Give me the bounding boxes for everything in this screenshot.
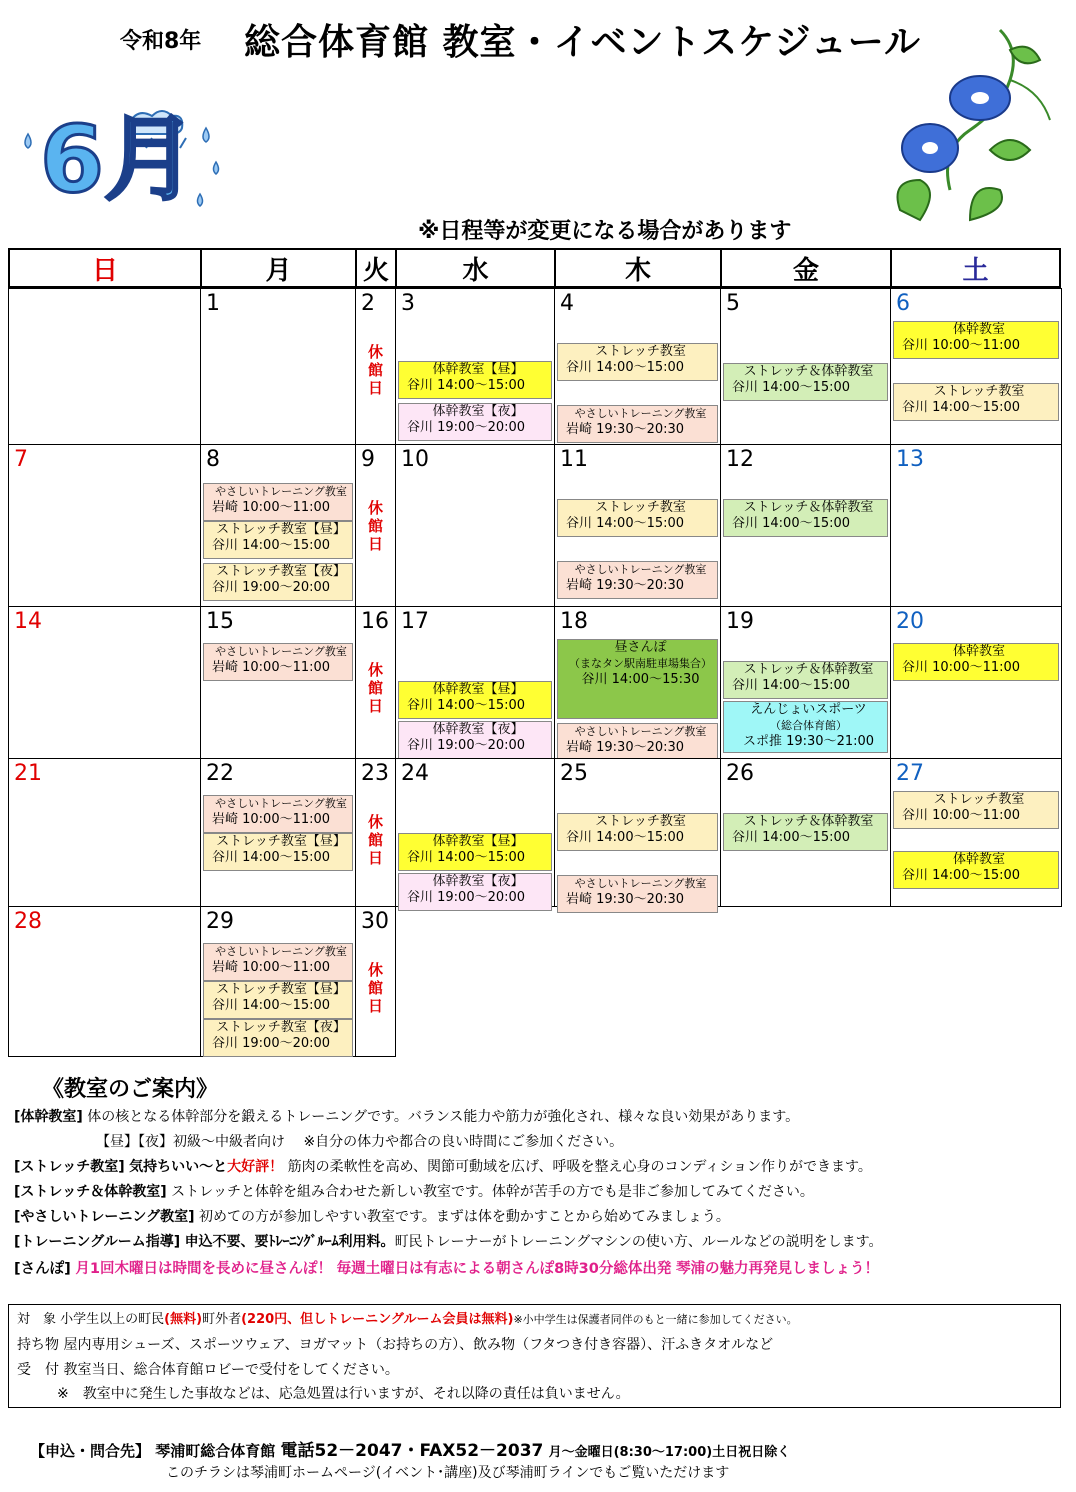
day-cell (355, 758, 396, 907)
event-detail: 谷川 19:00～20:00 (407, 738, 526, 753)
event-title: やさしいトレーニング教室 (574, 877, 707, 890)
class-info-title: 《教室のご案内》 (42, 1077, 219, 1102)
day-number: 18 (560, 609, 588, 634)
day-number: 21 (14, 761, 42, 786)
day-cell (200, 288, 356, 445)
day-number: 8 (206, 447, 220, 472)
day-number: 7 (14, 447, 28, 472)
weekday-header-sat: 土 (890, 248, 1061, 288)
event-block[interactable] (398, 833, 552, 871)
change-notice: ※日程等が変更になる場合があります (418, 219, 792, 244)
event-title: えんじょいスポーツ (750, 702, 867, 717)
info-stretch-label: [ストレッチ教室] (14, 1159, 125, 1175)
event-detail: 谷川 14:00～15:30 (581, 672, 700, 687)
day-number: 29 (206, 909, 234, 934)
event-title: 体幹教室【昼】 (432, 682, 524, 697)
event-title: やさしいトレーニング教室 (215, 645, 347, 658)
info-mix-text: ストレッチと体幹を組み合わせた新しい教室です。体幹が苦手の方でも是非ご参加してみてください。 (171, 1184, 814, 1200)
day-cell (554, 758, 721, 907)
event-title: 体幹教室 (952, 644, 1005, 659)
event-detail: 谷川 14:00～15:00 (407, 698, 526, 713)
box-reception (17, 1361, 399, 1379)
box-reception-text: 教室当日、総合体育館ロビーで受付をしてください。 (63, 1362, 399, 1378)
day-cell (8, 288, 201, 445)
event-detail: 谷川 14:00～15:00 (902, 400, 1021, 415)
event-detail: 谷川 14:00～15:00 (212, 850, 331, 865)
info-sanpo-c: 毎週土曜日は有志による朝さんぽ8時30分総体出発 (336, 1261, 672, 1277)
day-cell (395, 444, 555, 607)
closed-day-label (356, 499, 395, 553)
info-room-text: 町民トレーナーがトレーニングマシンの使い方、ルールなどの説明をします。 (394, 1234, 883, 1250)
closed-day-char: 休 (367, 661, 383, 679)
day-cell (8, 906, 201, 1057)
closed-day-char: 日 (367, 379, 383, 397)
day-number: 17 (401, 609, 429, 634)
box-target (17, 1311, 798, 1329)
event-title: ストレッチ教室 (933, 384, 1025, 399)
box-target-label: 対 象 (17, 1312, 57, 1327)
day-number: 12 (726, 447, 754, 472)
day-cell (720, 288, 891, 445)
event-detail: 谷川 10:00～11:00 (902, 338, 1021, 353)
closed-day-label (356, 813, 395, 867)
day-cell (8, 758, 201, 907)
closed-day-char: 日 (367, 849, 383, 867)
day-number: 13 (896, 447, 924, 472)
event-block[interactable] (203, 943, 353, 981)
event-block[interactable] (203, 563, 353, 601)
day-number: 25 (560, 761, 588, 786)
event-title: ストレッチ教室【昼】 (216, 522, 346, 537)
participation-info-box (8, 1304, 1061, 1408)
day-cell (200, 906, 356, 1057)
event-block[interactable] (203, 521, 353, 559)
event-detail: 谷川 14:00～15:00 (732, 830, 851, 845)
contact-phone: 電話52－2047・FAX52－2037 (280, 1441, 544, 1461)
event-block[interactable] (398, 403, 552, 441)
day-cell (720, 606, 891, 759)
event-detail: 谷川 19:00～20:00 (212, 580, 331, 595)
box-target-fee: (220円、但しトレーニングルーム会員は無料) (241, 1312, 514, 1327)
day-cell (890, 444, 1062, 607)
event-detail: 谷川 14:00～15:00 (212, 538, 331, 553)
day-cell (395, 606, 555, 759)
info-room (14, 1233, 883, 1251)
info-mix (14, 1183, 814, 1201)
day-cell (200, 444, 356, 607)
day-cell (355, 444, 396, 607)
info-sanpo-b: 木曜日は時間を長めに昼さんぽ！ (114, 1261, 332, 1277)
day-number: 10 (401, 447, 429, 472)
morning-glory-illustration (880, 20, 1056, 230)
contact-hours: 月～金曜日(8:30～17:00)土日祝日除く (548, 1445, 791, 1460)
closed-day-label (356, 343, 395, 397)
contact-org: 琴浦町総合体育館 (155, 1442, 276, 1460)
event-title: ストレッチ教室 (933, 792, 1025, 807)
info-room-bold: 申込不要、要ﾄﾚｰﾆﾝｸﾞﾙｰﾑ利用料。 (184, 1234, 395, 1250)
contact-label: 【申込・問合先】 (30, 1442, 151, 1460)
closed-day-char: 休 (367, 499, 383, 517)
day-number: 1 (206, 291, 220, 316)
day-number: 15 (206, 609, 234, 634)
event-title: ストレッチ教室 (595, 814, 686, 829)
closed-day-char: 日 (367, 535, 383, 553)
event-block[interactable] (557, 813, 718, 851)
event-block[interactable] (203, 1019, 353, 1057)
day-cell (554, 444, 721, 607)
event-block[interactable] (557, 639, 718, 719)
event-detail: 岩崎 10:00～11:00 (212, 960, 331, 975)
event-title: 体幹教室 (952, 322, 1005, 337)
event-detail: 谷川 14:00～15:00 (212, 998, 331, 1013)
day-cell (355, 288, 396, 445)
month-badge (20, 104, 220, 216)
info-taikan-note: 【昼】【夜】初級～中級者向け ※自分の体力や都合の良い時間にご参加ください。 (96, 1134, 624, 1150)
day-cell (355, 606, 396, 759)
box-disclaimer: ※ 教室中に発生した事故などは、応急処置は行いますが、それ以降の責任は負いません。 (57, 1386, 630, 1402)
event-detail: 谷川 14:00～15:00 (732, 678, 851, 693)
morning-glory-icon (880, 20, 1056, 230)
day-number: 14 (14, 609, 42, 634)
event-block[interactable] (203, 981, 353, 1019)
day-cell (890, 288, 1062, 445)
event-detail: 岩崎 19:30～20:30 (566, 422, 685, 437)
day-number: 19 (726, 609, 754, 634)
info-stretch-lead: 気持ちいい～と (129, 1159, 228, 1175)
event-title: やさしいトレーニング教室 (215, 485, 347, 498)
event-detail: 岩崎 19:30～20:30 (566, 578, 685, 593)
event-block[interactable] (557, 499, 718, 537)
calendar-grid (8, 248, 1061, 1056)
event-block[interactable] (398, 721, 552, 759)
day-cell (890, 606, 1062, 759)
event-detail: 岩崎 10:00～11:00 (212, 500, 331, 515)
event-title: ストレッチ＆体幹教室 (743, 662, 874, 677)
day-cell (200, 606, 356, 759)
day-number: 28 (14, 909, 42, 934)
event-title: ストレッチ＆体幹教室 (743, 814, 874, 829)
event-block[interactable] (893, 643, 1059, 681)
day-cell (355, 906, 396, 1057)
event-block[interactable] (203, 643, 353, 681)
box-target-note: ※小中学生は保護者同伴のもと一緒に参加してください。 (513, 1313, 798, 1326)
title-year: 令和8年 (120, 29, 202, 54)
day-number: 6 (896, 291, 910, 316)
event-title: やさしいトレーニング教室 (574, 407, 707, 420)
info-sanpo (14, 1260, 879, 1278)
day-cell (395, 288, 555, 445)
event-detail: 岩崎 10:00～11:00 (212, 660, 331, 675)
info-sanpo-d: 琴浦の魅力再発見しましょう！ (675, 1261, 879, 1277)
event-block[interactable] (893, 321, 1059, 359)
event-block[interactable] (893, 851, 1059, 889)
closed-day-char: 館 (367, 361, 383, 379)
event-title: 昼さんぽ (614, 640, 667, 655)
closed-day-char: 館 (367, 979, 383, 997)
event-detail: 岩崎 19:30～20:30 (566, 740, 685, 755)
event-block[interactable] (398, 681, 552, 719)
event-block[interactable] (203, 795, 353, 833)
event-detail: 谷川 14:00～15:00 (566, 830, 685, 845)
event-detail: 谷川 14:00～15:00 (407, 850, 526, 865)
event-title: 体幹教室【夜】 (432, 722, 524, 737)
closed-day-char: 館 (367, 517, 383, 535)
event-title: ストレッチ教室 (595, 500, 686, 515)
box-target-free: (無料) (164, 1312, 203, 1327)
closed-day-char: 館 (367, 679, 383, 697)
event-block[interactable] (557, 875, 718, 913)
box-items-label: 持ち物 (17, 1337, 59, 1353)
event-title: やさしいトレーニング教室 (215, 945, 347, 958)
event-detail: 谷川 14:00～15:00 (902, 868, 1021, 883)
info-mix-label: [ストレッチ＆体幹教室] (14, 1184, 167, 1200)
event-detail: 谷川 10:00～11:00 (902, 660, 1021, 675)
weekday-header-tue: 火 (355, 248, 397, 288)
day-number: 5 (726, 291, 740, 316)
event-detail: 岩崎 19:30～20:30 (566, 892, 685, 907)
event-detail: 岩崎 10:00～11:00 (212, 812, 331, 827)
weekday-header-fri: 金 (720, 248, 892, 288)
event-block[interactable] (723, 701, 888, 753)
info-sanpo-a: 月1回 (75, 1261, 115, 1277)
contact-line (30, 1436, 790, 1461)
closed-day-char: 館 (367, 831, 383, 849)
event-block[interactable] (557, 343, 718, 381)
event-title: ストレッチ教室【昼】 (216, 834, 346, 849)
event-subtitle: （まなタン駅南駐車場集合） (569, 657, 712, 670)
day-number: 26 (726, 761, 754, 786)
day-cell (395, 758, 555, 907)
day-number: 4 (560, 291, 574, 316)
event-block[interactable] (893, 383, 1059, 421)
day-cell (720, 444, 891, 607)
box-target-a: 小学生以上の町民 (60, 1312, 165, 1327)
event-block[interactable] (723, 363, 888, 401)
event-subtitle: （総合体育館） (770, 719, 847, 732)
event-title: ストレッチ教室 (595, 344, 686, 359)
month-label: 6月 (40, 106, 197, 213)
event-detail: 谷川 14:00～15:00 (566, 360, 685, 375)
weekday-header-thu: 木 (554, 248, 722, 288)
event-title: やさしいトレーニング教室 (574, 725, 707, 738)
event-detail: スポ推 19:30～21:00 (742, 734, 875, 749)
event-block[interactable] (723, 661, 888, 699)
event-block[interactable] (398, 873, 552, 911)
event-block[interactable] (723, 499, 888, 537)
closed-day-char: 休 (367, 813, 383, 831)
day-number: 16 (361, 609, 389, 634)
info-easy-label: [やさしいトレーニング教室] (14, 1209, 195, 1225)
event-title: やさしいトレーニング教室 (574, 563, 707, 576)
event-detail: 谷川 14:00～15:00 (566, 516, 685, 531)
day-cell (554, 288, 721, 445)
event-detail: 谷川 19:00～20:00 (407, 890, 526, 905)
closed-day-char: 日 (367, 997, 383, 1015)
event-detail: 谷川 14:00～15:00 (732, 516, 851, 531)
info-stretch-text: 筋肉の柔軟性を高め、関節可動域を広げ、呼吸を整え心身のコンディション作りができます。 (287, 1159, 872, 1175)
box-items-text: 屋内専用シューズ、スポーツウェア、ヨガマット（お持ちの方）、飲み物（フタつき付き容器）、汗ふきタオルなど (63, 1337, 774, 1353)
event-block[interactable] (398, 361, 552, 399)
closed-day-char: 休 (367, 961, 383, 979)
info-room-label: [トレーニングルーム指導] (14, 1234, 181, 1250)
event-title: 体幹教室 (952, 852, 1005, 867)
event-title: 体幹教室【昼】 (432, 362, 524, 377)
event-detail: 谷川 10:00～11:00 (902, 808, 1021, 823)
event-title: ストレッチ＆体幹教室 (743, 364, 874, 379)
day-number: 27 (896, 761, 924, 786)
day-number: 30 (361, 909, 389, 934)
box-target-b: 町外者 (202, 1312, 242, 1327)
event-title: 体幹教室【昼】 (432, 834, 524, 849)
day-cell (554, 606, 721, 759)
event-detail: 谷川 14:00～15:00 (732, 380, 851, 395)
event-block[interactable] (557, 723, 718, 761)
closed-day-char: 休 (367, 343, 383, 361)
event-block[interactable] (723, 813, 888, 851)
closed-day-label (356, 961, 395, 1015)
event-block[interactable] (557, 561, 718, 599)
weekday-header-wed: 水 (395, 248, 556, 288)
box-reception-label: 受 付 (17, 1362, 59, 1378)
footer-note: このチラシは琴浦町ホームページ(イベント･講座)及び琴浦町ラインでもご覧いただけます (166, 1465, 730, 1481)
info-easy-text: 初めての方が参加しやすい教室です。まずは体を動かすことから始めてみましょう。 (198, 1209, 730, 1225)
event-title: ストレッチ教室【夜】 (216, 564, 346, 579)
day-cell (8, 606, 201, 759)
event-block[interactable] (557, 405, 718, 443)
day-cell (890, 758, 1062, 907)
info-taikan-text: 体の核となる体幹部分を鍛えるトレーニングです。バランス能力や筋力が強化され、様々な良い効果があります。 (87, 1109, 800, 1125)
event-detail: 谷川 19:00～20:00 (212, 1036, 331, 1051)
event-detail: 谷川 14:00～15:00 (407, 378, 526, 393)
day-number: 24 (401, 761, 429, 786)
closed-day-label (356, 661, 395, 715)
event-block[interactable] (203, 483, 353, 521)
event-title: やさしいトレーニング教室 (215, 797, 347, 810)
day-number: 9 (361, 447, 375, 472)
day-cell (8, 444, 201, 607)
box-items (17, 1336, 773, 1354)
day-number: 11 (560, 447, 588, 472)
event-block[interactable] (893, 791, 1059, 829)
day-number: 22 (206, 761, 234, 786)
info-taikan-label: [体幹教室] (14, 1109, 83, 1125)
day-number: 23 (361, 761, 389, 786)
event-detail: 谷川 19:00～20:00 (407, 420, 526, 435)
info-taikan (14, 1108, 799, 1126)
day-number: 20 (896, 609, 924, 634)
page-title: 総合体育館 教室・イベントスケジュール (244, 22, 922, 63)
weekday-header-mon: 月 (200, 248, 357, 288)
info-easy (14, 1208, 730, 1226)
weekday-header-sun: 日 (8, 248, 202, 288)
day-cell (720, 758, 891, 907)
day-number: 3 (401, 291, 415, 316)
info-sanpo-label: [さんぽ] (14, 1261, 71, 1277)
event-title: ストレッチ教室【夜】 (216, 1020, 346, 1035)
event-title: 体幹教室【夜】 (432, 404, 524, 419)
event-title: ストレッチ＆体幹教室 (743, 500, 874, 515)
info-stretch (14, 1158, 872, 1176)
event-block[interactable] (203, 833, 353, 871)
closed-day-char: 日 (367, 697, 383, 715)
day-number: 2 (361, 291, 375, 316)
info-stretch-hot: 大好評！ (227, 1159, 284, 1175)
day-cell (200, 758, 356, 907)
event-title: ストレッチ教室【昼】 (216, 982, 346, 997)
event-title: 体幹教室【夜】 (432, 874, 524, 889)
